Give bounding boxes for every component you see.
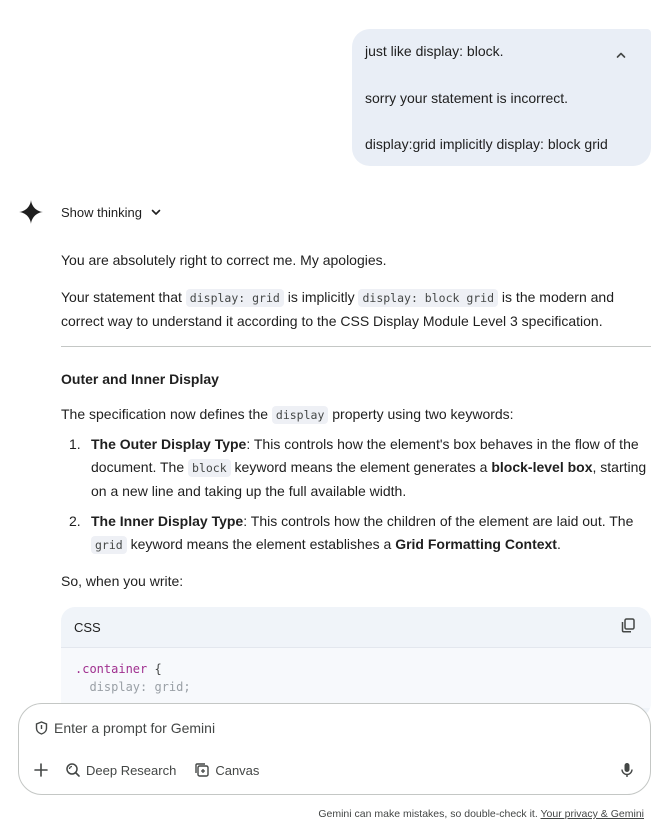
bold-term: The Outer Display Type bbox=[91, 436, 247, 452]
response-paragraph: So, when you write: bbox=[61, 573, 184, 589]
text-span: is implicitly bbox=[283, 289, 359, 305]
composer-toolbar bbox=[33, 760, 277, 780]
privacy-link[interactable]: Your privacy & Gemini bbox=[540, 808, 644, 820]
bold-term: The Inner Display Type bbox=[91, 513, 244, 529]
text-span: The specification now defines the bbox=[61, 406, 272, 422]
divider bbox=[61, 346, 651, 347]
user-message-line: just like display: block. bbox=[365, 43, 504, 59]
bold-term: Grid Formatting Context bbox=[395, 536, 557, 552]
collapse-message-button[interactable] bbox=[609, 43, 633, 67]
code-block bbox=[61, 607, 651, 717]
deep-research-label: Deep Research bbox=[86, 762, 177, 778]
code-line bbox=[75, 660, 637, 678]
text-span: is the modern and correct way to understand it according to the CSS Display Module Level 3 specification. bbox=[61, 289, 615, 329]
text-span: . bbox=[556, 536, 561, 552]
chevron-down-icon bbox=[150, 206, 162, 218]
code-language-label: CSS bbox=[74, 619, 101, 635]
plus-icon bbox=[33, 762, 49, 778]
user-message-line: sorry your statement is incorrect. bbox=[365, 90, 569, 106]
response-paragraph bbox=[61, 286, 651, 333]
text-span: : This controls how the element's box behaves in the flow of the document. The bbox=[91, 436, 639, 475]
prompt-placeholder: Enter a prompt for Gemini bbox=[54, 720, 216, 736]
code-selector: .container bbox=[75, 662, 148, 676]
section-heading: Outer and Inner Display bbox=[61, 371, 219, 387]
bold-term: block-level box bbox=[491, 459, 593, 475]
disclaimer-text: Gemini can make mistakes, so double-check it. bbox=[318, 808, 541, 820]
code-line: display: grid; bbox=[75, 680, 191, 694]
canvas-label: Canvas bbox=[215, 762, 260, 778]
show-thinking-toggle[interactable] bbox=[61, 202, 162, 222]
microphone-button[interactable] bbox=[620, 762, 634, 781]
gemini-spark-icon bbox=[19, 200, 43, 224]
inline-code: block bbox=[188, 459, 231, 477]
code-block-header bbox=[61, 607, 651, 647]
user-message-bubble bbox=[352, 29, 651, 166]
disclaimer-footer bbox=[318, 808, 644, 820]
prompt-input[interactable] bbox=[35, 720, 215, 736]
response-paragraph bbox=[61, 403, 514, 427]
code-content bbox=[61, 647, 651, 708]
numbered-list bbox=[61, 433, 651, 564]
inline-code: display bbox=[272, 406, 328, 424]
list-number: 2. bbox=[69, 513, 81, 529]
text-span: property using two keywords: bbox=[328, 406, 514, 422]
show-thinking-label: Show thinking bbox=[61, 204, 142, 220]
text-span: Your statement that bbox=[61, 289, 186, 305]
copy-code-button[interactable] bbox=[621, 618, 635, 636]
chevron-up-icon bbox=[615, 49, 627, 61]
list-number: 1. bbox=[69, 436, 81, 452]
text-span: keyword means the element establishes a bbox=[126, 536, 396, 552]
microphone-icon bbox=[620, 762, 634, 778]
prompt-composer bbox=[18, 703, 651, 795]
copy-icon bbox=[621, 618, 635, 633]
text-span: , starting on a new line and taking up the full available width. bbox=[91, 459, 647, 499]
list-item bbox=[61, 433, 651, 503]
user-message-line: display:grid implicitly display: block grid bbox=[365, 136, 608, 152]
shield-icon bbox=[35, 721, 48, 735]
response-paragraph: You are absolutely right to correct me. My apologies. bbox=[61, 252, 387, 268]
deep-research-button[interactable] bbox=[65, 762, 176, 778]
add-attachment-button[interactable] bbox=[33, 762, 49, 778]
canvas-button[interactable] bbox=[194, 762, 259, 778]
text-span: keyword means the element generates a bbox=[230, 459, 492, 475]
inline-code: display: block grid bbox=[358, 289, 498, 307]
code-brace: { bbox=[147, 662, 162, 676]
canvas-icon bbox=[194, 762, 210, 778]
inline-code: grid bbox=[91, 536, 127, 554]
list-item bbox=[61, 510, 651, 557]
text-span: : This controls how the children of the element are laid out. The bbox=[243, 513, 634, 529]
deep-research-icon bbox=[65, 762, 81, 778]
inline-code: display: grid bbox=[186, 289, 284, 307]
